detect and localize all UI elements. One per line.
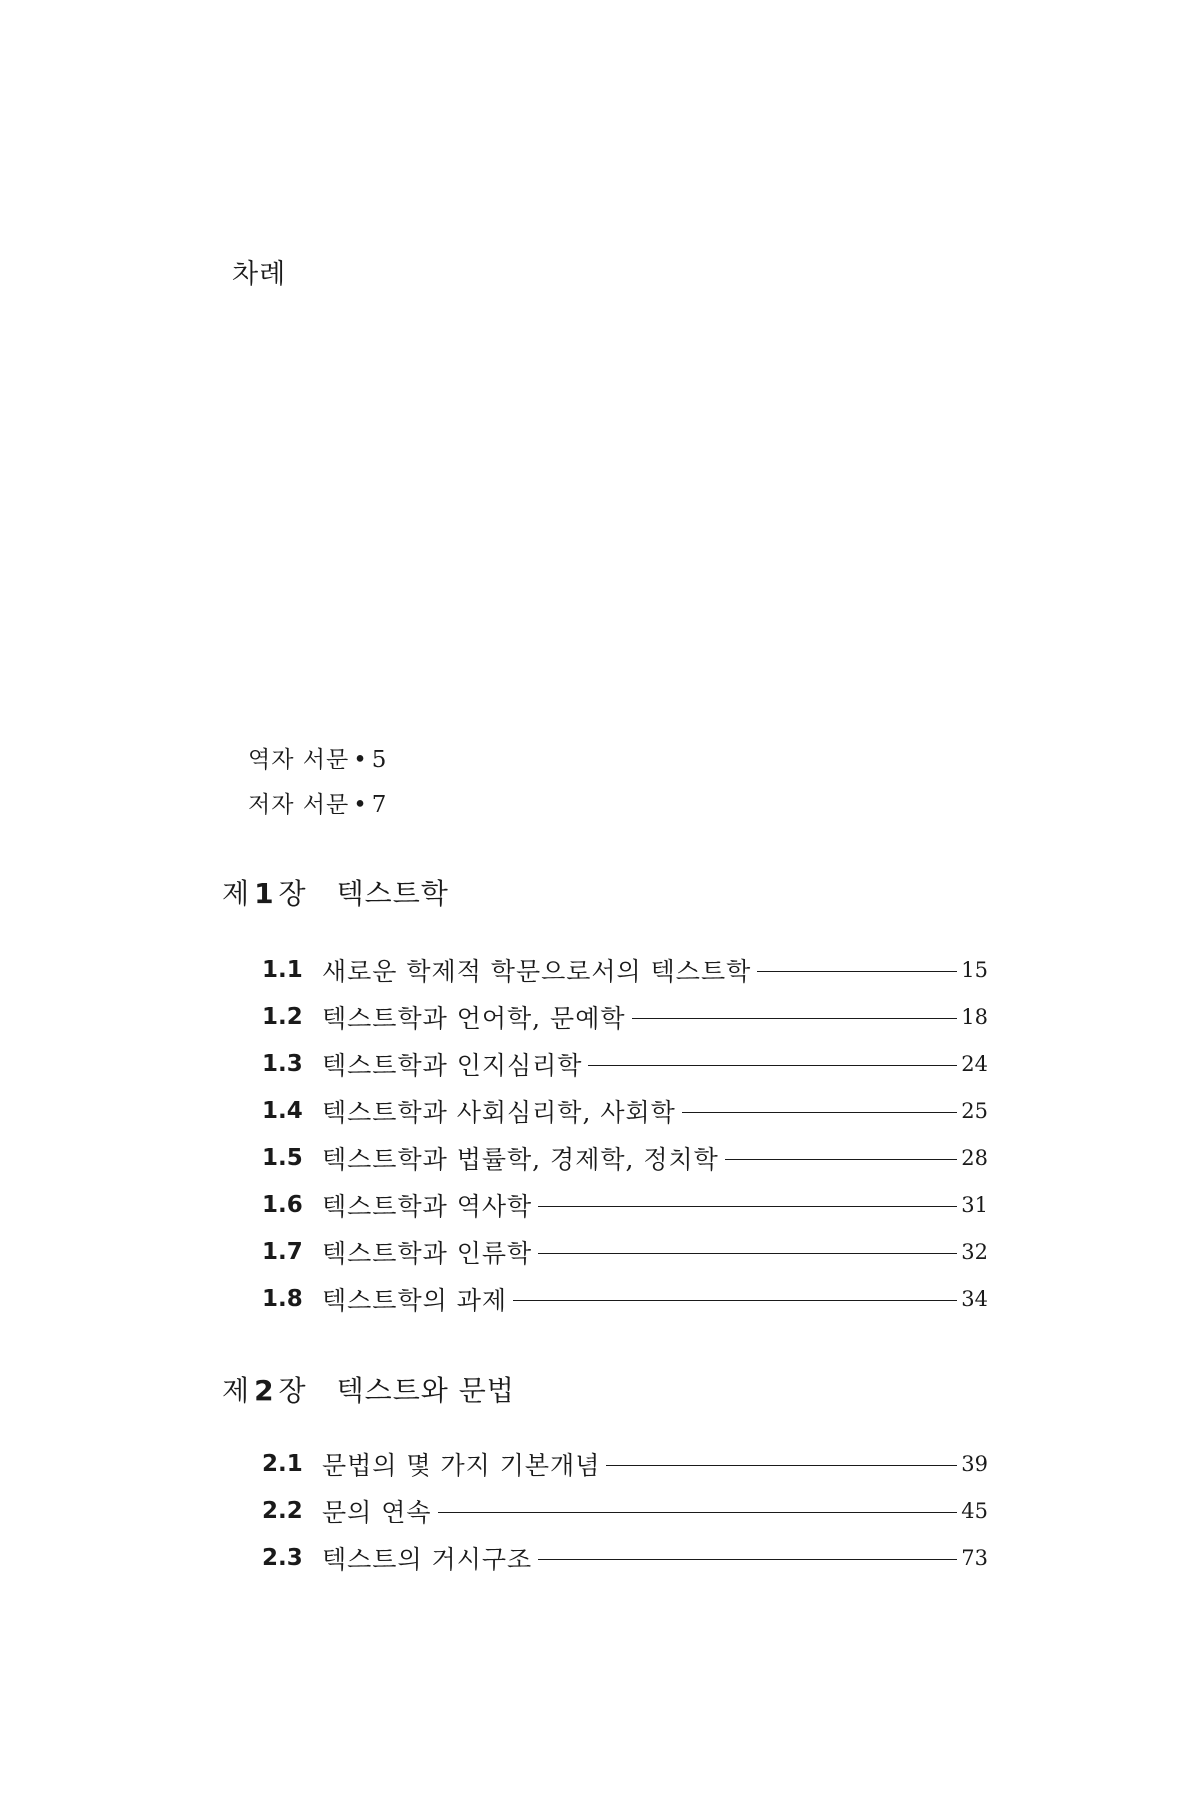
toc-entry-1-8: [262, 1281, 988, 1317]
leader-line: [725, 1159, 957, 1160]
chapter-heading-2: [222, 1373, 515, 1409]
toc-entry-1-7: [262, 1234, 988, 1270]
section-number: 1.7: [262, 1239, 303, 1265]
section-number: 1.2: [262, 1004, 303, 1030]
toc-entry-1-1: [262, 952, 988, 988]
section-page: 31: [961, 1193, 988, 1217]
section-title: 새로운 학제적 학문으로서의 텍스트학: [322, 957, 752, 986]
chapter-suffix: 장: [278, 1374, 307, 1407]
toc-entry-1-5: [262, 1140, 988, 1176]
toc-entry-2-3: [262, 1540, 988, 1576]
leader-line: [632, 1018, 958, 1019]
leader-line: [513, 1300, 957, 1301]
chapter-heading-1: [222, 876, 449, 912]
section-number: 1.3: [262, 1051, 303, 1077]
section-number: 2.3: [262, 1545, 303, 1571]
section-title: 텍스트학과 법률학, 경제학, 정치학: [322, 1145, 719, 1174]
preface-separator: •: [353, 792, 368, 818]
leader-line: [538, 1206, 957, 1207]
chapter-suffix: 장: [278, 877, 307, 910]
section-page: 15: [961, 958, 988, 982]
section-title: 텍스트학과 사회심리학, 사회학: [322, 1098, 676, 1127]
preface-page: 7: [371, 792, 388, 818]
preface-entry-author: [248, 790, 387, 820]
section-number: 2.2: [262, 1498, 303, 1524]
toc-entry-1-6: [262, 1187, 988, 1223]
toc-entry-1-2: [262, 999, 988, 1035]
section-title: 문의 연속: [322, 1498, 432, 1527]
leader-line: [438, 1512, 958, 1513]
toc-entry-2-1: [262, 1446, 988, 1482]
section-number: 1.5: [262, 1145, 303, 1171]
toc-entry-1-3: [262, 1046, 988, 1082]
section-title: 텍스트학과 인류학: [322, 1239, 533, 1268]
leader-line: [538, 1559, 957, 1560]
preface-title: 저자 서문: [248, 792, 350, 818]
leader-line: [606, 1465, 957, 1466]
page-title: 차례: [232, 259, 287, 290]
chapter-number: 2: [254, 1374, 275, 1407]
toc-entry-1-4: [262, 1093, 988, 1129]
section-title: 텍스트학의 과제: [322, 1286, 507, 1315]
section-page: 73: [961, 1546, 988, 1570]
section-page: 34: [961, 1287, 988, 1311]
section-title: 문법의 몇 가지 기본개념: [322, 1451, 601, 1480]
section-page: 32: [961, 1240, 988, 1264]
preface-title: 역자 서문: [248, 747, 350, 773]
section-number: 1.1: [262, 957, 303, 983]
section-title: 텍스트학과 역사학: [322, 1192, 533, 1221]
section-page: 25: [961, 1099, 988, 1123]
section-number: 1.6: [262, 1192, 303, 1218]
section-page: 24: [961, 1052, 988, 1076]
leader-line: [682, 1112, 957, 1113]
section-title: 텍스트의 거시구조: [322, 1545, 533, 1574]
section-number: 1.8: [262, 1286, 303, 1312]
preface-entry-translator: [248, 745, 387, 775]
chapter-prefix: 제: [222, 1374, 251, 1407]
section-page: 28: [961, 1146, 988, 1170]
preface-page: 5: [371, 747, 388, 773]
preface-separator: •: [353, 747, 368, 773]
section-title: 텍스트학과 언어학, 문예학: [322, 1004, 626, 1033]
section-page: 45: [961, 1499, 988, 1523]
section-title: 텍스트학과 인지심리학: [322, 1051, 583, 1080]
leader-line: [588, 1065, 957, 1066]
leader-line: [757, 971, 957, 972]
section-number: 1.4: [262, 1098, 303, 1124]
chapter-title: 텍스트학: [336, 877, 449, 910]
leader-line: [538, 1253, 957, 1254]
chapter-title: 텍스트와 문법: [336, 1374, 515, 1407]
section-page: 18: [961, 1005, 988, 1029]
chapter-number: 1: [254, 877, 275, 910]
chapter-prefix: 제: [222, 877, 251, 910]
section-page: 39: [961, 1452, 988, 1476]
section-number: 2.1: [262, 1451, 303, 1477]
toc-entry-2-2: [262, 1493, 988, 1529]
